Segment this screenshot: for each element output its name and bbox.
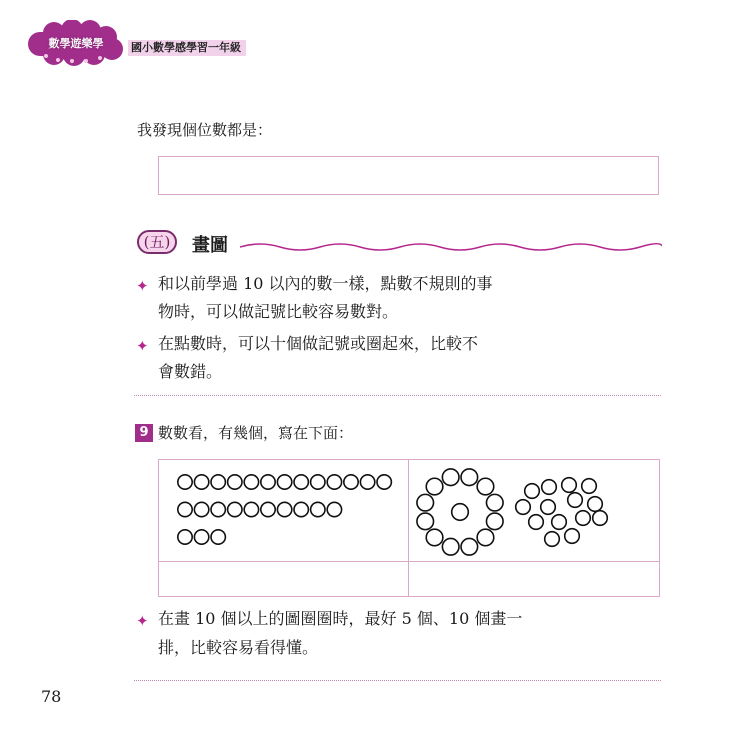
counting-circle	[294, 475, 308, 489]
section-number-badge: (五)	[137, 230, 177, 254]
ring-circle	[461, 469, 478, 486]
counting-circle	[327, 502, 341, 516]
counting-circle	[344, 475, 358, 489]
section-wavy-underline	[240, 240, 662, 254]
section-title: 畫圖	[192, 235, 228, 256]
cluster-circle	[516, 500, 531, 515]
cluster-circle	[545, 532, 560, 547]
exercise-number-badge: 9	[135, 424, 153, 442]
cluster-circle	[582, 479, 597, 494]
cluster-circle	[541, 500, 556, 515]
cluster-circle	[593, 511, 608, 526]
counting-circle	[194, 502, 208, 516]
cluster-circle	[568, 493, 583, 508]
counting-circle	[311, 502, 325, 516]
tip-line-1: 在畫 10 個以上的圖圈圈時，最好 5 個、10 個畫一	[158, 609, 523, 628]
ring-circle	[417, 513, 434, 530]
ring-circle	[486, 513, 503, 530]
bullet-1-line-1: 和以前學過 10 以內的數一樣，點數不規則的事	[158, 274, 493, 293]
cluster-circle	[562, 478, 577, 493]
counting-circle	[211, 475, 225, 489]
cluster-circle	[552, 515, 567, 530]
bullet-1-line-2: 物時，可以做記號比較容易數對。	[158, 302, 399, 321]
bullet-icon: ✦	[136, 337, 149, 355]
book-title: 國小數學感學習一年級	[131, 41, 241, 54]
counting-circle	[228, 475, 242, 489]
counting-circle	[194, 475, 208, 489]
discovery-answer-box	[158, 156, 659, 195]
circle-groups-figure	[409, 460, 659, 560]
ring-circle	[486, 494, 503, 511]
bullet-2-line-1: 在點數時，可以十個做記號或圈起來，比較不	[158, 334, 479, 353]
discovery-prompt: 我發現個位數都是：	[137, 121, 273, 139]
ring-circle	[426, 478, 443, 495]
counting-circle	[244, 475, 258, 489]
page-number: 78	[41, 687, 62, 706]
ring-circle	[426, 529, 443, 546]
ring-circle	[461, 538, 478, 555]
counting-circle	[211, 502, 225, 516]
series-badge-label: 數學遊樂學	[48, 37, 104, 50]
counting-circle	[277, 502, 291, 516]
answer-cell-left[interactable]	[159, 562, 407, 596]
bullet-icon: ✦	[136, 612, 149, 630]
counting-circle	[211, 530, 225, 544]
answer-cell-right[interactable]	[409, 562, 659, 596]
counting-circle	[178, 475, 192, 489]
bullet-2-line-2: 會數錯。	[158, 362, 223, 381]
bottom-divider	[134, 680, 661, 681]
counting-circle	[327, 475, 341, 489]
section-divider	[134, 395, 661, 396]
counting-circle	[277, 475, 291, 489]
counting-circle	[377, 475, 391, 489]
counting-circle	[228, 502, 242, 516]
ring-circle	[442, 538, 459, 555]
cluster-circle	[529, 515, 544, 530]
counting-circle	[261, 475, 275, 489]
ring-circle	[417, 494, 434, 511]
section-number: 五	[149, 233, 165, 251]
cluster-circle	[542, 480, 557, 495]
counting-circle	[194, 530, 208, 544]
exercise-instruction: 數數看，有幾個，寫在下面：	[158, 424, 354, 442]
counting-circle	[360, 475, 374, 489]
counting-circle	[178, 502, 192, 516]
ring-circle	[477, 529, 494, 546]
cluster-circle	[576, 511, 591, 526]
counting-circle	[244, 502, 258, 516]
counting-circle	[178, 530, 192, 544]
circle-rows-figure	[159, 460, 407, 560]
ring-center-circle	[452, 504, 469, 521]
bullet-icon: ✦	[136, 277, 149, 295]
counting-circle	[311, 475, 325, 489]
cluster-circle	[525, 484, 540, 499]
counting-circle	[294, 502, 308, 516]
ring-circle	[477, 478, 494, 495]
tip-line-2: 排，比較容易看得懂。	[158, 638, 319, 657]
counting-circle	[261, 502, 275, 516]
cluster-circle	[565, 529, 580, 544]
cluster-circle	[588, 497, 603, 512]
ring-circle	[442, 469, 459, 486]
